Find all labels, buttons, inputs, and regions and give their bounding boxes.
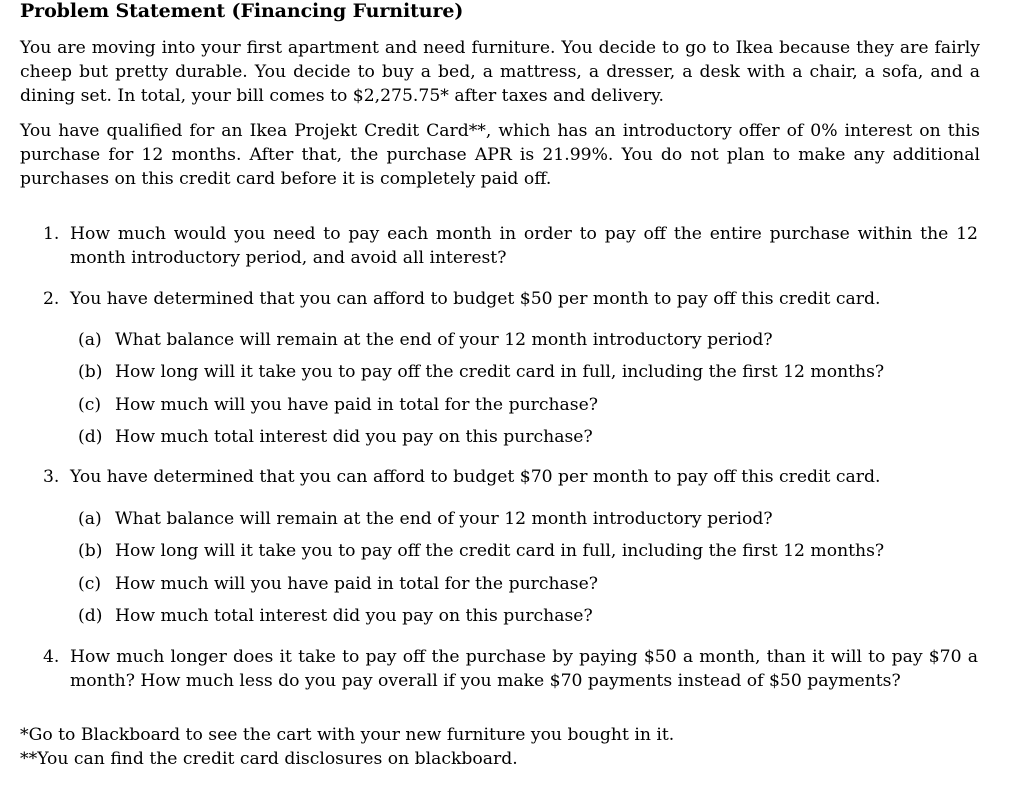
sub-label: (b) [78,541,103,561]
sub-text: How much total interest did you pay on this purchase? [115,606,593,626]
question-2 [43,287,978,311]
question-number: 1. [43,224,60,244]
question-3c [78,572,978,596]
question-number: 2. [43,289,60,309]
sub-text: How much will you have paid in total for the purchase? [115,395,599,415]
question-2d [78,425,978,449]
question-number: 3. [43,467,60,487]
question-3 [43,465,978,489]
question-1 [43,222,978,270]
sub-label: (a) [78,509,102,529]
question-2b [78,360,978,384]
footnote-1: *Go to Blackboard to see the cart with your new furniture you bought in it. [20,725,675,745]
sub-label: (a) [78,330,102,350]
sub-label: (c) [78,574,102,594]
question-3a [78,507,978,531]
sub-text: What balance will remain at the end of your 12 month introductory period? [115,330,773,350]
question-text: You have determined that you can afford to budget $70 per month to pay off this credit card. [70,467,881,487]
sub-label: (d) [78,427,103,447]
question-3b [78,539,978,563]
intro-paragraph: You are moving into your first apartment and need furniture. You decide to go to Ikea because they are fairly cheep but pretty durable. You decide to buy a bed, a mattress, a dresser, a desk with a chair, a sofa, and a dining set. In total, your bill comes to $2,275.75* after taxes and delivery. [20,38,980,106]
question-4 [43,645,978,693]
question-text: You have determined that you can afford to budget $50 per month to pay off this credit card. [70,289,881,309]
credit-card-paragraph: You have qualified for an Ikea Projekt Credit Card**, which has an introductory offer of 0% interest on this purchase for 12 months. After that, the purchase APR is 21.99%. You do not plan to make any additional purchases on this credit card before it is completely paid off. [20,121,980,189]
question-2a [78,328,978,352]
sub-text: What balance will remain at the end of your 12 month introductory period? [115,509,773,529]
sub-label: (b) [78,362,103,382]
footnote-2: **You can find the credit card disclosures on blackboard. [20,749,518,769]
sub-label: (d) [78,606,103,626]
question-2c [78,393,978,417]
question-number: 4. [43,647,60,667]
sub-text: How long will it take you to pay off the credit card in full, including the first 12 months? [115,541,885,561]
sub-label: (c) [78,395,102,415]
sub-text: How much will you have paid in total for the purchase? [115,574,599,594]
sub-text: How long will it take you to pay off the credit card in full, including the first 12 months? [115,362,885,382]
sub-text: How much total interest did you pay on this purchase? [115,427,593,447]
question-text: How much longer does it take to pay off the purchase by paying $50 a month, than it will to pay $70 a month? How much less do you pay overall if you make $70 payments instead of $50 payments? [70,647,978,691]
question-text: How much would you need to pay each month in order to pay off the entire purchase within the 12 month introductory period, and avoid all interest? [70,224,978,268]
page-title: Problem Statement (Financing Furniture) [20,0,464,22]
question-3d [78,604,978,628]
